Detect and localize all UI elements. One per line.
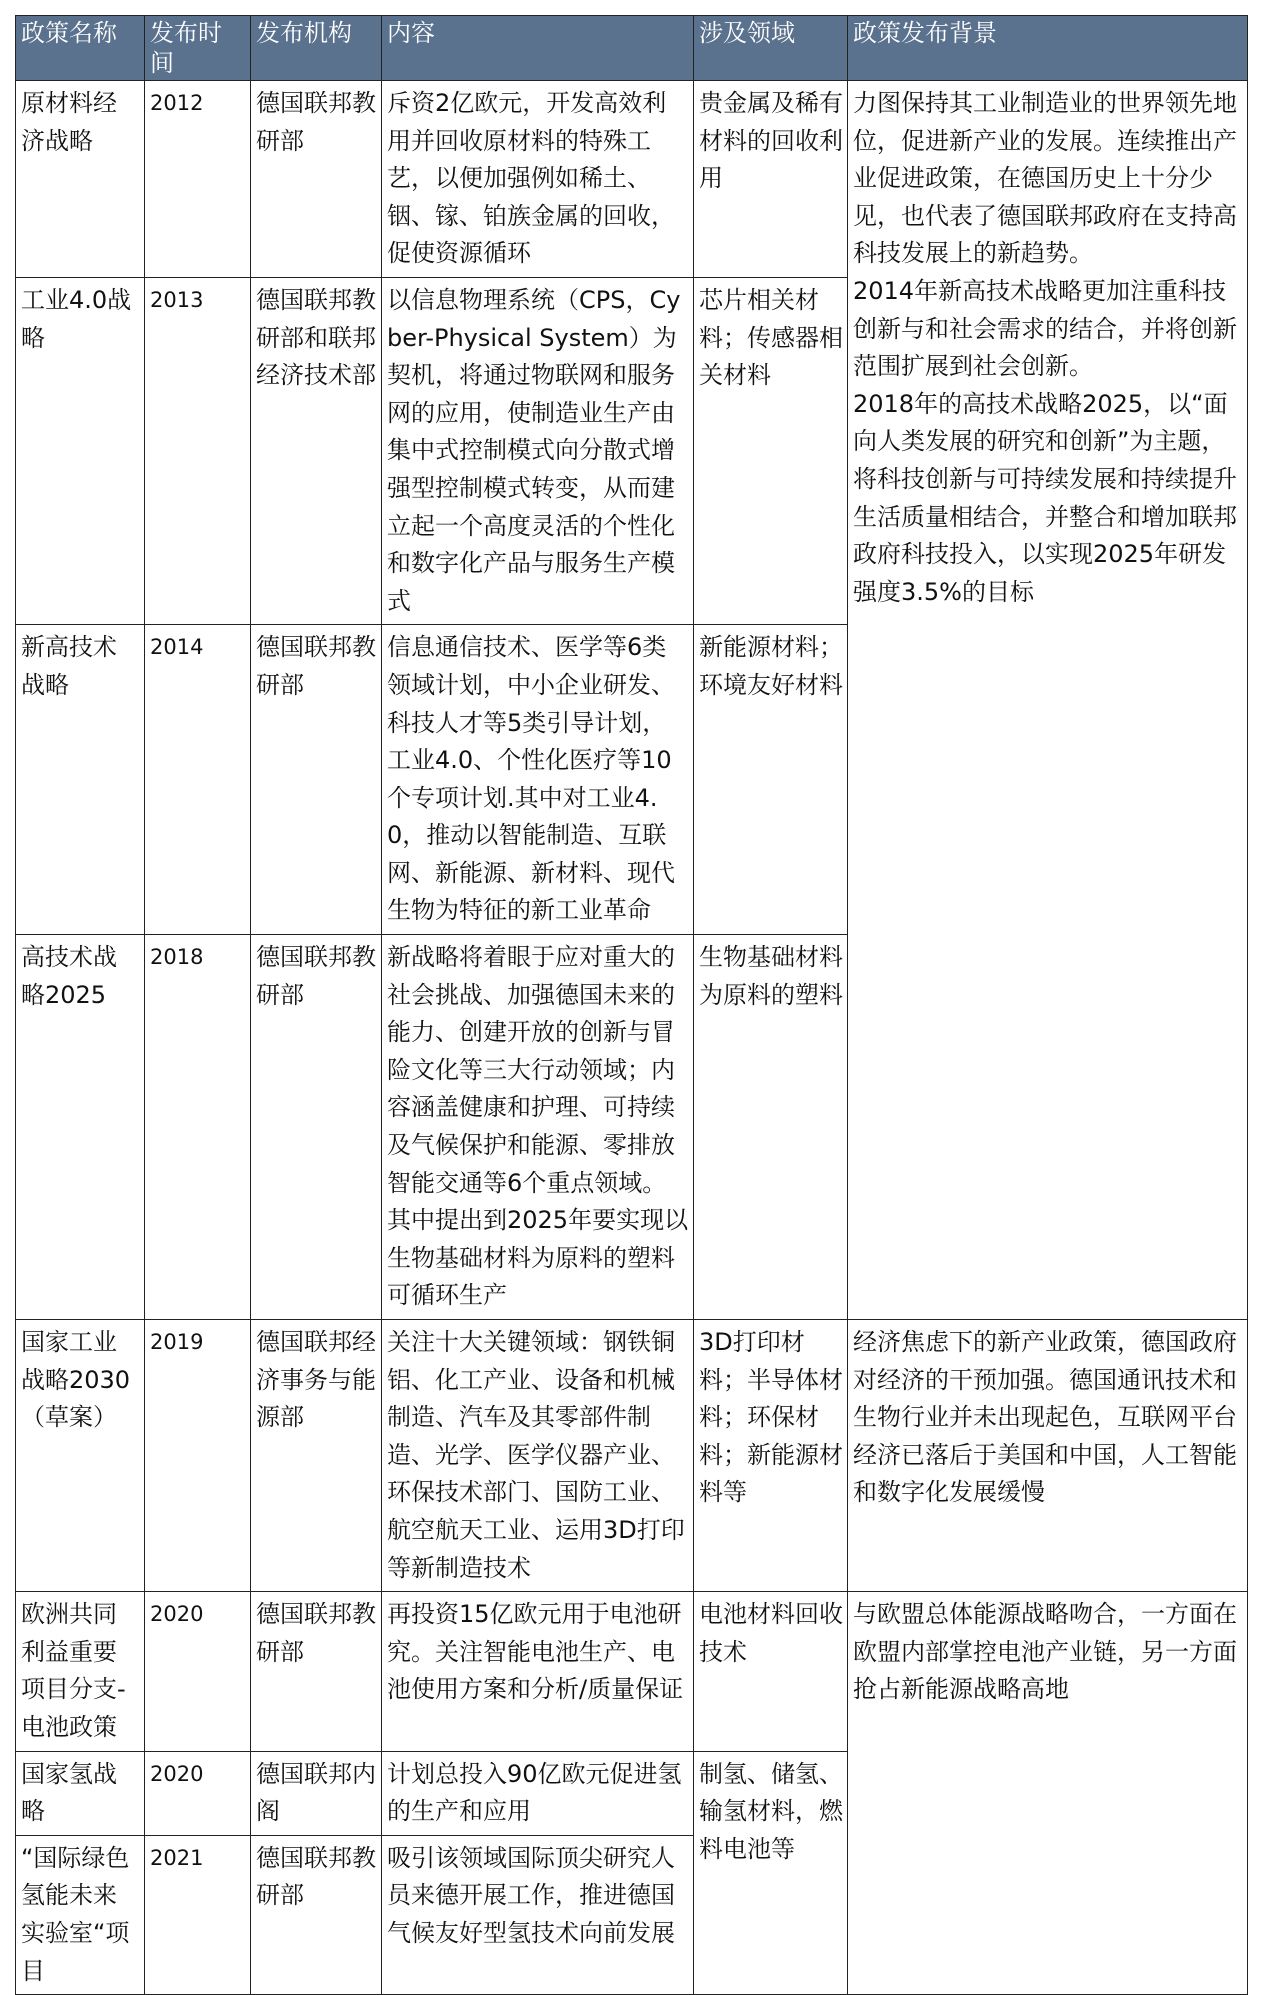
agency-cell: 德国联邦教研部 [251,1592,382,1751]
agency-cell: 德国联邦经济事务与能源部 [251,1320,382,1592]
field-cell: 贵金属及稀有材料的回收利用 [694,81,848,278]
background-cell: 经济焦虑下的新产业政策，德国政府对经济的干预加强。德国通讯技术和生物行业并未出现起色，互联网平台经济已落后于美国和中国，人工智能和数字化发展缓慢 [848,1320,1248,1592]
policy-name-cell: 新高技术战略 [16,625,145,935]
field-cell: 芯片相关材料；传感器相关材料 [694,277,848,624]
year-cell: 2019 [145,1320,251,1592]
policy-table [15,15,1248,1995]
year-cell: 2020 [145,1751,251,1835]
background-cell: 与欧盟总体能源战略吻合，一方面在欧盟内部掌控电池产业链，另一方面抢占新能源战略高地 [848,1592,1248,1995]
field-cell: 制氢、储氢、输氢材料，燃料电池等 [694,1751,848,1995]
policy-name-cell: 欧洲共同利益重要项目分支-电池政策 [16,1592,145,1751]
background-cell: 力图保持其工业制造业的世界领先地位，促进新产业的发展。连续推出产业促进政策，在德国历史上十分少见，也代表了德国联邦政府在支持高科技发展上的新趋势。 2014年新高技术战略更加注重科技创新与和社会需求的结合，并将创新范围扩展到社会创新。 2018年的高技术战略2025，以“面向人类发展的研究和创新”为主题，将科技创新与可持续发展和持续提升生活质量相结合，并整合和增加联邦政府科技投入，以实现2025年研发强度3.5%的目标 [848,81,1248,1320]
policy-name-cell: 国家氢战略 [16,1751,145,1835]
content-cell: 吸引该领域国际顶尖研究人员来德开展工作，推进德国气候友好型氢技术向前发展 [382,1835,694,1994]
agency-cell: 德国联邦教研部和联邦经济技术部 [251,277,382,624]
field-cell: 3D打印材料；半导体材料；环保材料；新能源材料等 [694,1320,848,1592]
header-policy-name: 政策名称 [16,16,145,81]
agency-cell: 德国联邦教研部 [251,935,382,1320]
field-cell: 生物基础材料为原料的塑料 [694,935,848,1320]
table-row [16,81,1248,278]
agency-cell: 德国联邦内阁 [251,1751,382,1835]
policy-name-cell: “国际绿色氢能未来实验室“项目 [16,1835,145,1994]
policy-name-cell: 高技术战略2025 [16,935,145,1320]
year-cell: 2013 [145,277,251,624]
agency-cell: 德国联邦教研部 [251,81,382,278]
year-cell: 2021 [145,1835,251,1994]
header-row [16,16,1248,81]
agency-cell: 德国联邦教研部 [251,625,382,935]
content-cell: 以信息物理系统（CPS，Cyber-Physical System）为契机，将通过物联网和服务网的应用，使制造业生产由集中式控制模式向分散式增强型控制模式转变，从而建立起一个高度灵活的个性化和数字化产品与服务生产模式 [382,277,694,624]
year-cell: 2012 [145,81,251,278]
year-cell: 2018 [145,935,251,1320]
header-background: 政策发布背景 [848,16,1248,81]
header-agency: 发布机构 [251,16,382,81]
content-cell: 信息通信技术、医学等6类领域计划，中小企业研发、科技人才等5类引导计划，工业4.0、个性化医疗等10个专项计划.其中对工业4.0，推动以智能制造、互联网、新能源、新材料、现代生物为特征的新工业革命 [382,625,694,935]
policy-name-cell: 原材料经济战略 [16,81,145,278]
header-field: 涉及领域 [694,16,848,81]
field-cell: 电池材料回收技术 [694,1592,848,1751]
agency-cell: 德国联邦教研部 [251,1835,382,1994]
content-cell: 再投资15亿欧元用于电池研究。关注智能电池生产、电池使用方案和分析/质量保证 [382,1592,694,1751]
table-row [16,1320,1248,1592]
content-cell: 计划总投入90亿欧元促进氢的生产和应用 [382,1751,694,1835]
content-cell: 关注十大关键领域：钢铁铜铝、化工产业、设备和机械制造、汽车及其零部件制造、光学、医学仪器产业、环保技术部门、国防工业、航空航天工业、运用3D打印等新制造技术 [382,1320,694,1592]
header-release-time: 发布时间 [145,16,251,81]
year-cell: 2014 [145,625,251,935]
content-cell: 斥资2亿欧元，开发高效利用并回收原材料的特殊工艺，以便加强例如稀土、铟、镓、铂族金属的回收，促使资源循环 [382,81,694,278]
header-content: 内容 [382,16,694,81]
policy-name-cell: 工业4.0战略 [16,277,145,624]
content-cell: 新战略将着眼于应对重大的社会挑战、加强德国未来的能力、创建开放的创新与冒险文化等三大行动领域；内容涵盖健康和护理、可持续及气候保护和能源、零排放智能交通等6个重点领域。其中提出到2025年要实现以生物基础材料为原料的塑料可循环生产 [382,935,694,1320]
field-cell: 新能源材料；环境友好材料 [694,625,848,935]
policy-name-cell: 国家工业战略2030（草案） [16,1320,145,1592]
year-cell: 2020 [145,1592,251,1751]
table-row [16,1592,1248,1751]
